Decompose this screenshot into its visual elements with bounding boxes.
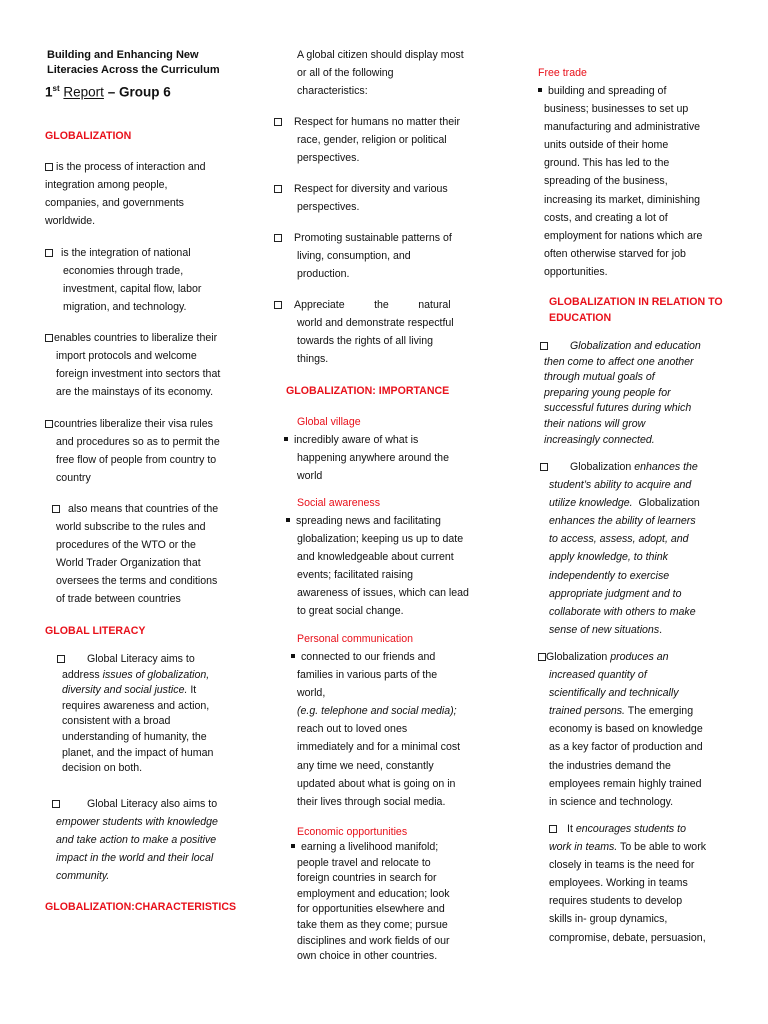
glob-item-5: also means that countries of the world subscribe to the rules and procedures of the WTO or the World Trader Organization that oversees the terms and conditions of trade between countries <box>52 500 252 609</box>
checkbox-icon <box>274 185 282 193</box>
global-citizen-intro: A global citizen should display most or all of the following characteristics: <box>297 49 464 98</box>
education-item-3: Globalization produces an increased quantity of scientifically and technically trained persons. The emerging economy is based on knowledge as a key factor of production and the industries demand the employees remain highly trained in science and technology. <box>538 648 743 811</box>
bullet-icon <box>284 437 288 441</box>
checkbox-icon <box>549 825 557 833</box>
glob-item-3: enables countries to liberalize their import protocols and welcome foreign investment into sectors that are the mainstays of its economy. <box>45 329 250 401</box>
bullet-icon <box>538 88 542 92</box>
social-awareness-text: spreading news and facilitating globalization; keeping us up to date and knowledgeable about current events; facilitated raising awareness of issues, which can lead to great social change. <box>286 512 496 621</box>
doc-title-line2: Literacies Across the Curriculum <box>47 64 220 76</box>
checkbox-icon <box>540 342 548 350</box>
bullet-icon <box>286 518 290 522</box>
global-village-subheading: Global village <box>297 416 361 428</box>
glob-item-2: is the integration of national economies through trade, investment, capital flow, labor migration, and technology. <box>45 244 245 316</box>
global-village-text: incredibly aware of what is happening anywhere around the world <box>284 431 494 485</box>
checkbox-icon <box>45 163 53 171</box>
doc-title-line1: Building and Enhancing New <box>47 49 199 61</box>
globalization-heading: GLOBALIZATION <box>45 130 132 142</box>
checkbox-icon <box>540 463 548 471</box>
checkbox-icon <box>52 505 60 513</box>
checkbox-icon <box>57 655 65 663</box>
social-awareness-subheading: Social awareness <box>297 497 381 509</box>
checkbox-icon <box>538 653 546 661</box>
checkbox-icon <box>274 301 282 309</box>
checkbox-icon <box>45 334 53 342</box>
education-item-2: Globalization enhances the student’s ability to acquire and utilize knowledge. Globalization enhances the ability of learners to access, assess, adopt, and apply knowledge, to think independently to exercise appropriate judgment and to collaborate with others to make sense of new situations. <box>540 458 745 639</box>
free-trade-text: building and spreading of business; businesses to set up manufacturing and administrative units outside of their home ground. This has led to the spreading of the business, increasing its market, diminishing costs, and creating a lot of employment for nations which are often otherwise starved for job opportunities. <box>538 82 738 281</box>
global-literacy-para-1: Global Literacy aims to address issues of globalization, diversity and social justice. It requires awareness and action, consistent with a broad understanding of humanity, the planet, and the impact of human decision on both. <box>57 652 257 777</box>
bullet-icon <box>291 844 295 848</box>
economic-opportunities-text: earning a livelihood manifold; people travel and relocate to foreign countries in search for employment and education; look for opportunities elsewhere and take them as they come; pursue disciplines and work fields of our own choice in other countries. <box>291 840 501 965</box>
global-literacy-heading: GLOBAL LITERACY <box>45 625 146 637</box>
checkbox-icon <box>274 118 282 126</box>
char-item-3: Promoting sustainable patterns of living, consumption, and production. <box>274 229 489 283</box>
characteristics-heading: GLOBALIZATION:CHARACTERISTICS <box>45 901 237 913</box>
char-item-4: Appreciate the natural world and demonstrate respectful towards the rights of all living things. <box>274 296 489 368</box>
bullet-icon <box>291 654 295 658</box>
glob-item-4: countries liberalize their visa rules and procedures so as to permit the free flow of people from country to country <box>45 415 250 487</box>
report-label: 1st Report – Group 6 <box>45 84 171 100</box>
education-item-4: It encourages students to work in teams. To be able to work closely in teams is the need for employees. Working in teams requires students to develop skills in- group dynamics, compromise, debate, persuasion, <box>549 823 707 944</box>
personal-communication-subheading: Personal communication <box>297 633 413 645</box>
global-literacy-para-2: Global Literacy also aims to empower students with knowledge and take action to make a positive impact in the world and their local community. <box>52 795 257 885</box>
economic-opportunities-subheading: Economic opportunities <box>297 826 408 838</box>
char-item-1: Respect for humans no matter their race, gender, religion or political perspectives. <box>274 113 489 167</box>
education-item-1: Globalization and education then come to affect one another through mutual goals of preparing young people for successful futures during which their nations will grow increasingly connected. <box>540 339 740 448</box>
checkbox-icon <box>45 249 53 257</box>
glob-item-1: is the process of interaction and integration among people, companies, and governments worldwide. <box>45 161 206 228</box>
checkbox-icon <box>274 234 282 242</box>
checkbox-icon <box>45 420 53 428</box>
char-item-2: Respect for diversity and various perspectives. <box>274 180 489 216</box>
checkbox-icon <box>52 800 60 808</box>
education-heading: GLOBALIZATION IN RELATION TO EDUCATION <box>549 296 723 324</box>
free-trade-subheading: Free trade <box>538 67 587 79</box>
personal-communication-text: connected to our friends and families in various parts of the world, (e.g. telephone and social media); reach out to loved ones immediately and for a minimal cost any time we need, constantly updated about what is going on in their lives through social media. <box>291 648 501 811</box>
importance-heading: GLOBALIZATION: IMPORTANCE <box>286 385 450 397</box>
